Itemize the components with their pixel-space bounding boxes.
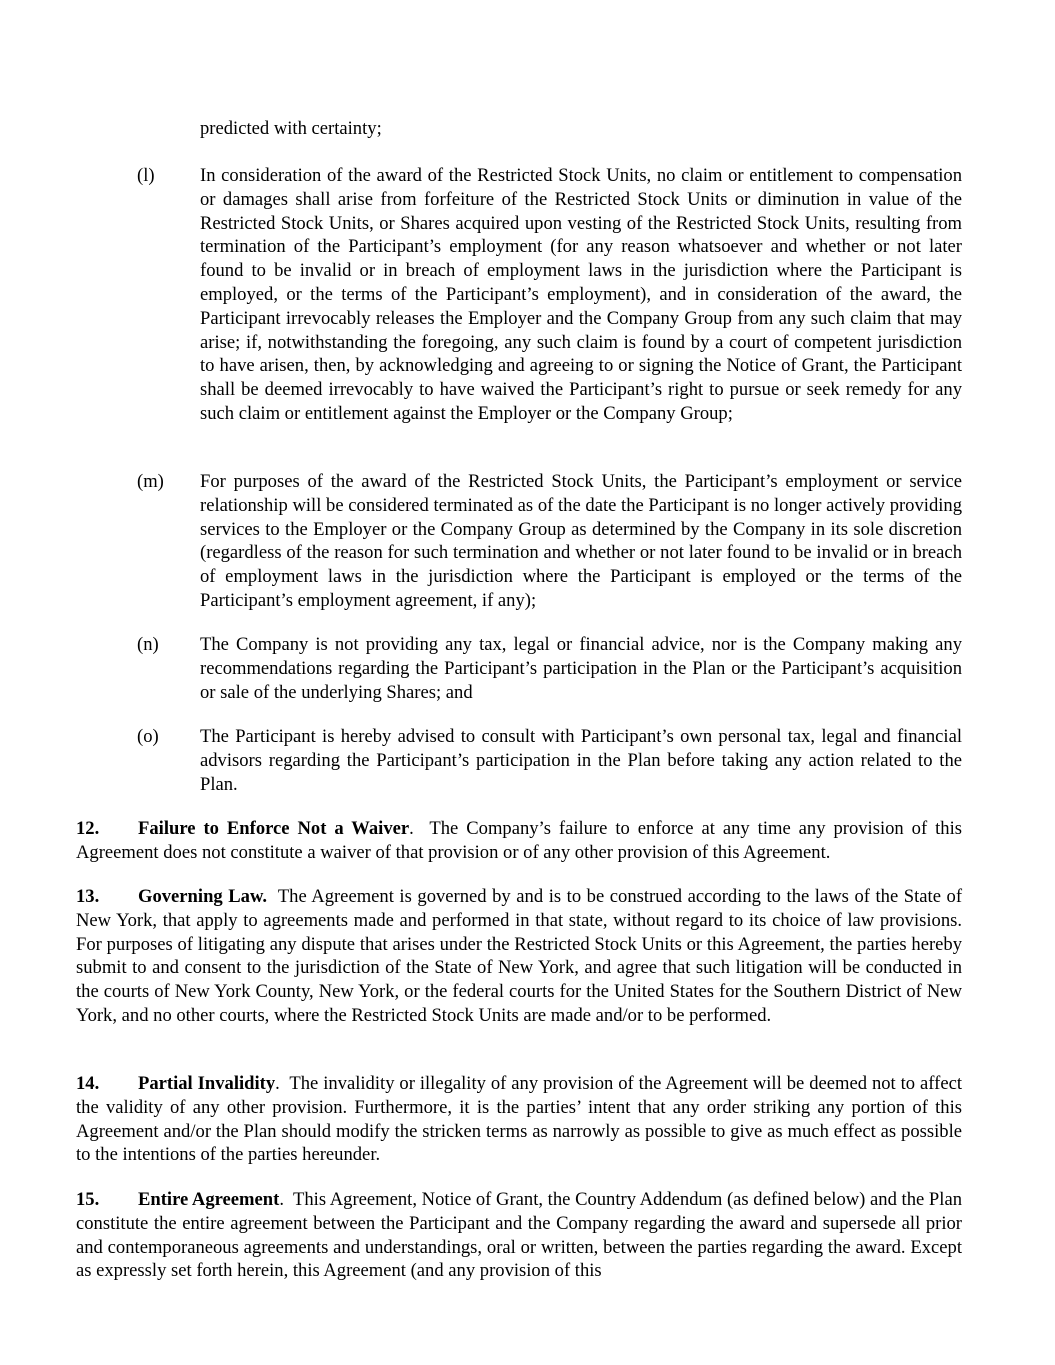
subsection-text: In consideration of the award of the Restricted Stock Units, no claim or entitlement to compensation or damages shall arise from forfeiture of the Restricted Stock Units or diminution in value of the Restricted Stock Units, or Shares acquired upon vesting of the Restricted Stock Units, resulting from termination of the Participant’s employment (for any reason whatsoever and whether or not later found to be invalid or in breach of employment laws in the jurisdiction where the Participant is employed, or the terms of the Participant’s employment), and in consideration of the award, the Participant irrevocably releases the Employer and the Company Group from any such claim that may arise; if, notwithstanding the foregoing, any such claim is found by a court of competent jurisdiction to have arisen, then, by acknowledging and agreeing to or signing the Notice of Grant, the Participant shall be deemed irrevocably to have waived the Participant’s right to pursue or seek remedy for any such claim or entitlement against the Employer or the Company Group; [200, 165, 962, 424]
section-text: The invalidity or illegality of any provision of the Agreement will be deemed not to affect the validity of any other provision. Furthermore, it is the parties’ intent that any order striking any portion of this Agreement and/or the Plan should modify the stricken terms as narrowly as possible to give as much effect as possible to the intentions of the parties hereunder. [76, 1073, 963, 1166]
subsection-label: (m) [137, 471, 164, 492]
section-heading: Governing Law. [138, 886, 268, 907]
section-13 [76, 885, 962, 1028]
section-text: The Company’s failure to enforce at any time any provision of this Agreement does not constitute a waiver of that provision or of any other provision of this Agreement. [76, 818, 962, 863]
subsection-n [137, 633, 962, 704]
subsection-text: For purposes of the award of the Restricted Stock Units, the Participant’s employment or service relationship will be considered terminated as of the date the Participant is no longer actively providing services to the Employer or the Company Group as determined by the Company in its sole discretion (regardless of the reason for such termination and whether or not later found to be invalid or in breach of employment laws in the jurisdiction where the Participant is employed or the terms of the Participant’s employment agreement, if any); [200, 471, 962, 611]
subsection-label: (l) [137, 165, 155, 186]
subsection-label: (o) [137, 726, 159, 747]
section-number: 13. [76, 886, 100, 907]
section-number: 15. [76, 1189, 100, 1210]
subsection-m [137, 470, 962, 613]
section-heading-punct: . [409, 818, 414, 839]
section-15 [76, 1188, 962, 1283]
section-heading: Failure to Enforce Not a Waiver [138, 818, 410, 839]
section-12 [76, 817, 962, 865]
continuation-text: predicted with certainty; [200, 118, 382, 139]
section-heading: Partial Invalidity [138, 1073, 276, 1094]
section-number: 12. [76, 818, 100, 839]
section-heading: Entire Agreement [138, 1189, 280, 1210]
subsection-l [137, 164, 962, 426]
subsection-o [137, 725, 962, 796]
section-number: 14. [76, 1073, 100, 1094]
subsection-text: The Participant is hereby advised to consult with Participant’s own personal tax, legal and financial advisors regarding the Participant’s participation in the Plan before taking any action related to the Plan. [200, 726, 962, 795]
section-heading-punct: . [275, 1073, 280, 1094]
subsection-text: The Company is not providing any tax, legal or financial advice, nor is the Company making any recommendations regarding the Participant’s participation in the Plan or the Participant’s acquisition or sale of the underlying Shares; and [200, 634, 962, 703]
subsection-label: (n) [137, 634, 159, 655]
section-text: This Agreement, Notice of Grant, the Country Addendum (as defined below) and the Plan constitute the entire agreement between the Participant and the Company regarding the award and supersede all prior and contemporaneous agreements and understandings, oral or written, between the parties regarding the award. Except as expressly set forth herein, this Agreement (and any provision of this [76, 1189, 962, 1282]
section-14 [76, 1072, 962, 1167]
section-text: The Agreement is governed by and is to be construed according to the laws of the State of New York, that apply to agreements made and performed in that state, without regard to its choice of law provisions. For purposes of litigating any dispute that arises under the Restricted Stock Units or this Agreement, the parties hereby submit to and consent to the jurisdiction of the State of New York, and agree that such litigation will be conducted in the courts of New York County, New York, or the federal courts for the United States for the Southern District of New York, and no other courts, where the Restricted Stock Units are made and/or to be performed. [76, 886, 963, 1026]
section-heading-punct: . [279, 1189, 284, 1210]
